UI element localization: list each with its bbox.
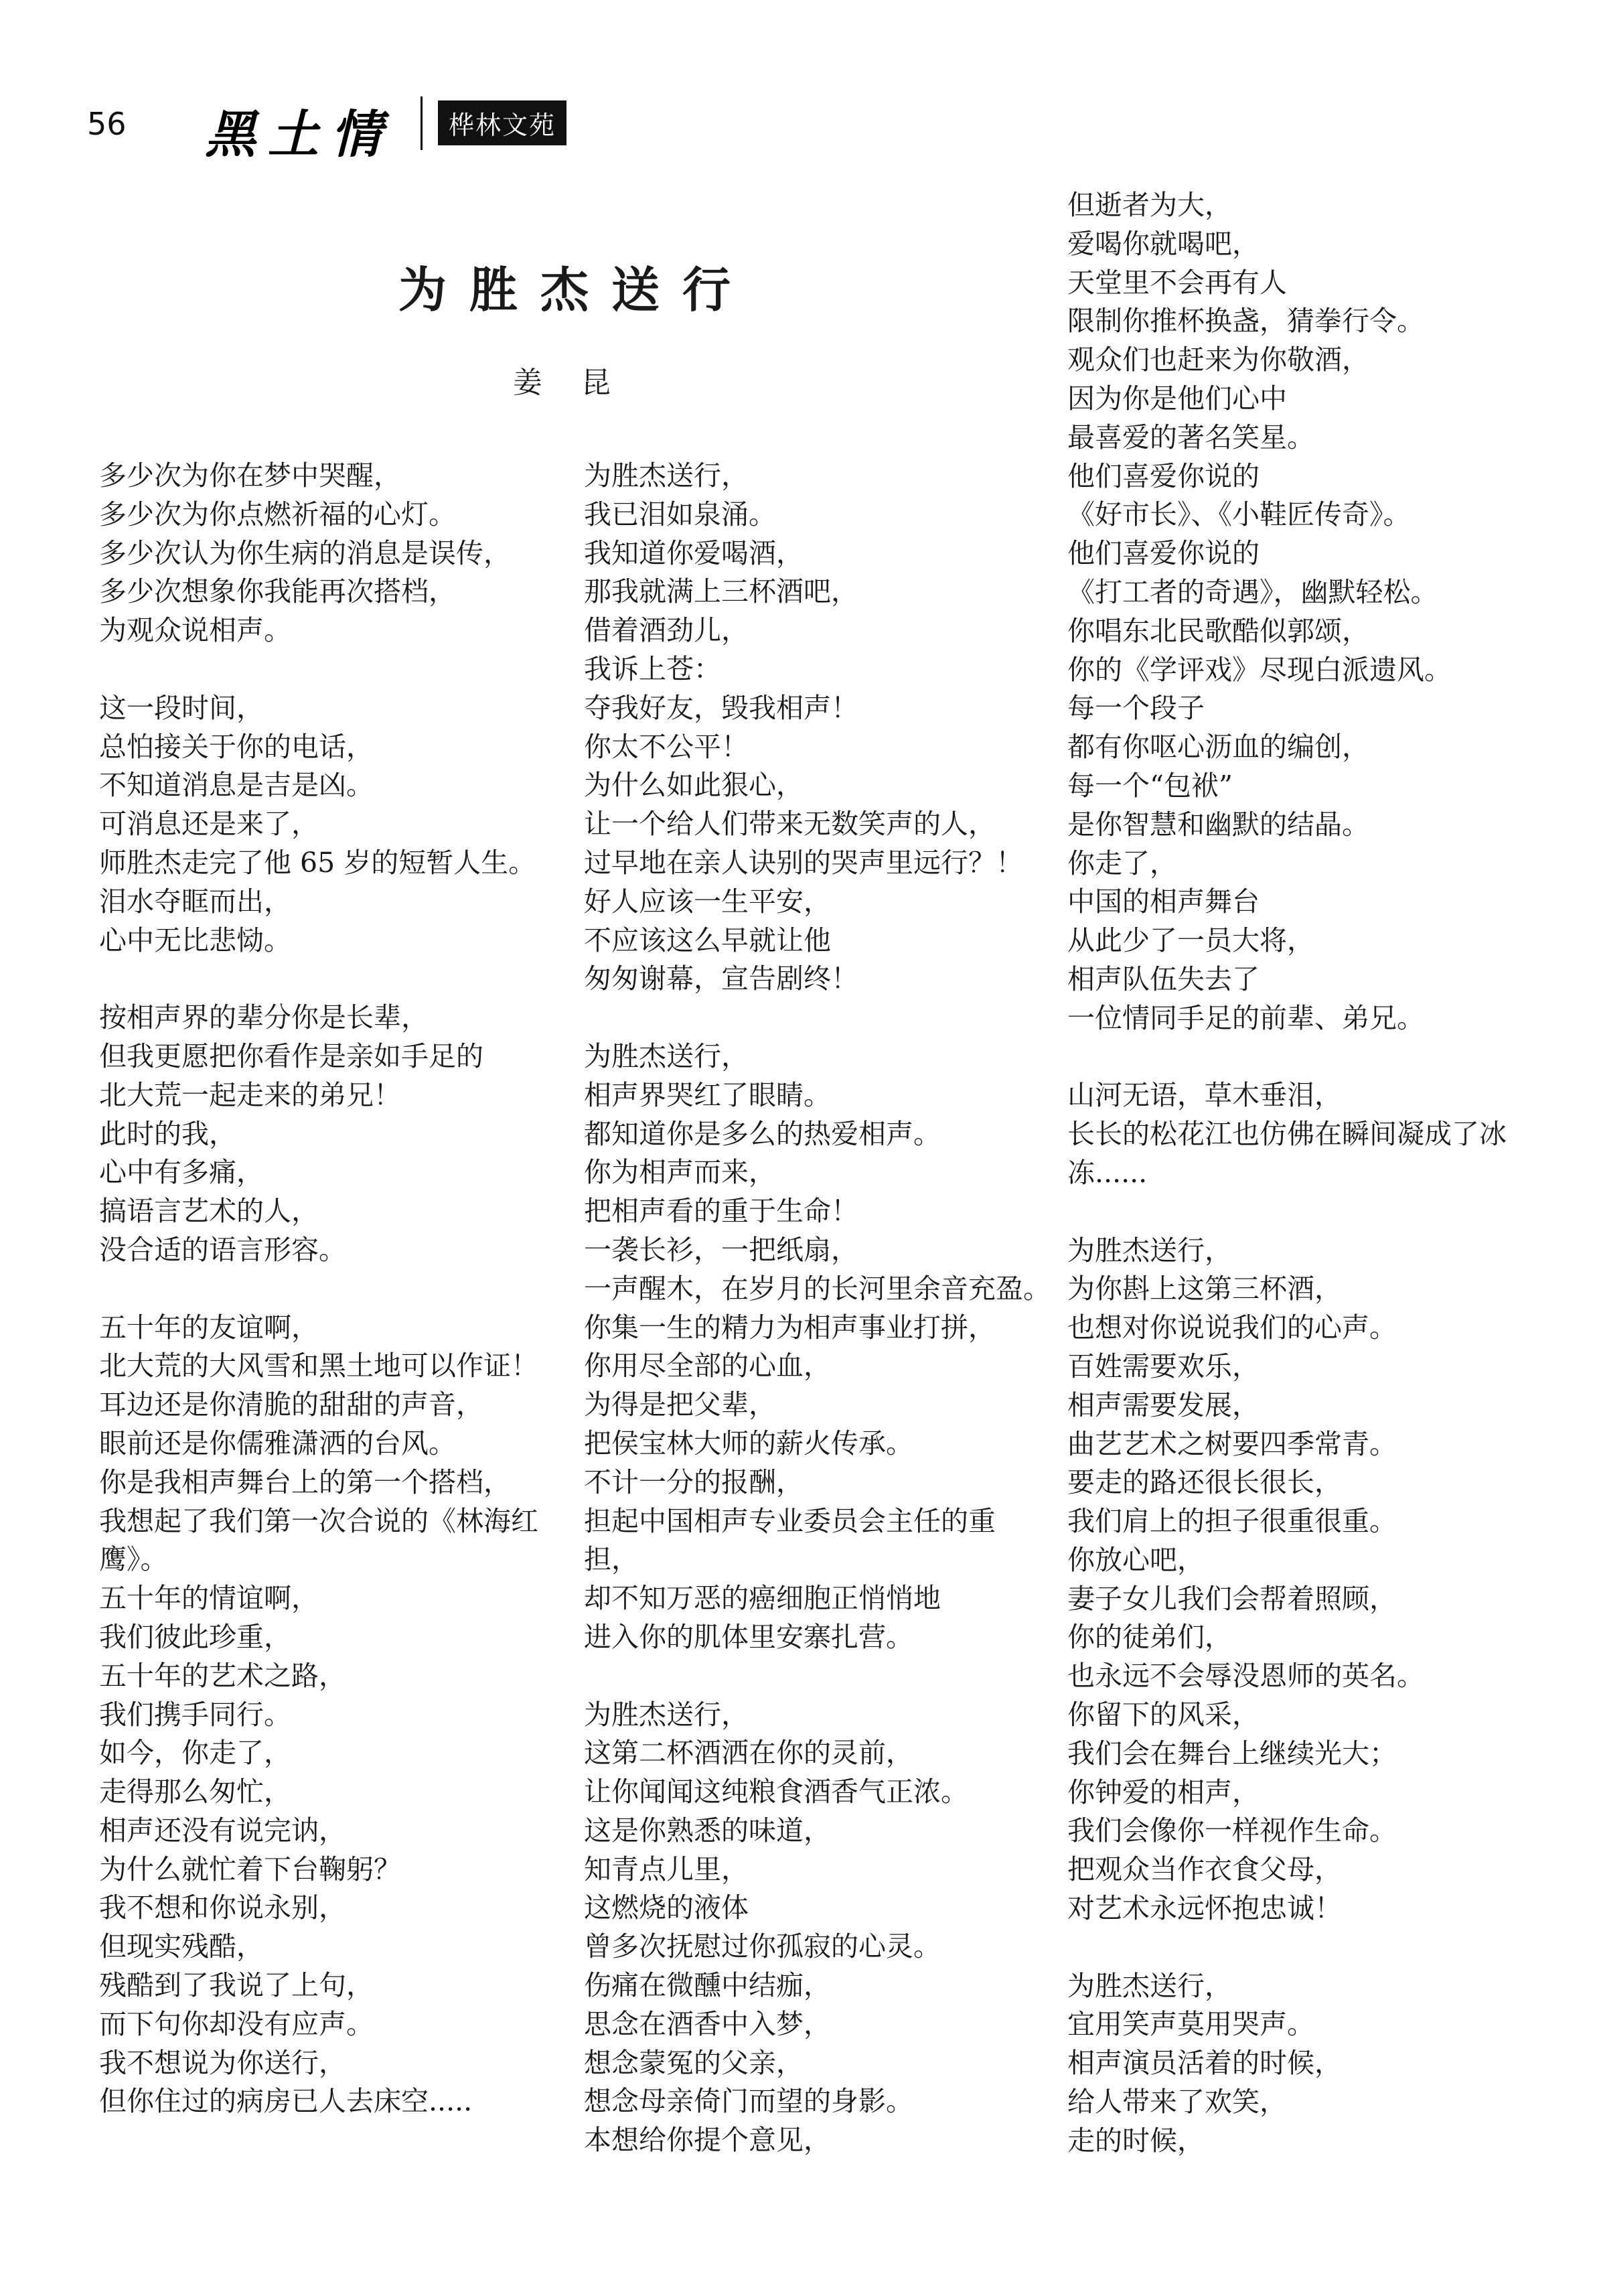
poem-line: 也永远不会辱没恩师的英名。: [1067, 1660, 1424, 1693]
poem-line: 想念蒙冤的父亲，: [584, 2046, 804, 2079]
poem-line: 每一个段子: [1067, 692, 1205, 725]
poem-line: 他们喜爱你说的: [1067, 459, 1260, 492]
stanza-break: [99, 960, 568, 999]
stanza-break: [99, 650, 568, 689]
stanza-break: [584, 999, 1053, 1037]
poem-column-2: [584, 457, 1053, 2160]
poem-line: 给人带来了欢笑，: [1067, 2086, 1287, 2119]
poem-line: 走的时候，: [1067, 2124, 1205, 2157]
poem-line: 这燃烧的液体: [584, 1891, 749, 1924]
poem-line: 这一段时间，: [99, 691, 264, 724]
poem-line: 为胜杰送行，: [584, 1039, 749, 1072]
poem-line: 山河无语，草木垂泪，: [1067, 1079, 1342, 1112]
stanza-break: [584, 1657, 1053, 1696]
poem-line: 多少次认为你生病的消息是误传，: [99, 536, 511, 569]
poem-line: 一袭长衫，一把纸扇，: [584, 1233, 858, 1266]
poem-line: 知青点儿里，: [584, 1853, 749, 1885]
poem-line: 宜用笑声莫用哭声。: [1067, 2008, 1314, 2041]
poem-line: 我诉上苍：: [584, 652, 721, 685]
poem-line: 为什么就忙着下台鞠躬？: [99, 1853, 401, 1885]
poem-line: 多少次为你在梦中哭醒，: [99, 459, 401, 492]
poem-line: 让你闻闻这纯粮食酒香气正浓。: [584, 1776, 968, 1808]
poem-line: 天堂里不会再有人: [1067, 266, 1287, 299]
poem-line: 限制你推杯换盏，猜拳行令。: [1067, 305, 1424, 338]
poem-line: 总怕接关于你的电话，: [99, 730, 374, 763]
header-divider: [421, 96, 423, 150]
poem-line: 为胜杰送行，: [584, 1698, 749, 1731]
section-tag: 桦林文苑: [438, 100, 566, 145]
poem-line: 我们携手同行。: [99, 1698, 291, 1731]
poem-line: 为得是把父辈，: [584, 1388, 776, 1421]
poem-line: 我们会在舞台上继续光大；: [1067, 1737, 1397, 1770]
poem-line: 为胜杰送行，: [584, 459, 749, 492]
poem-line: 我想起了我们第一次合说的《林海红: [99, 1504, 538, 1537]
poem-line: 他们喜爱你说的: [1067, 537, 1260, 570]
poem-line: 眼前还是你儒雅潇洒的台风。: [99, 1427, 456, 1459]
poem-line: 相声需要发展，: [1067, 1388, 1260, 1421]
poem-line: 为你斟上这第三杯酒，: [1067, 1273, 1342, 1305]
poem-line: 可消息还是来了，: [99, 808, 319, 841]
poem-line: 为观众说相声。: [99, 614, 291, 647]
poem-line: 你用尽全部的心血，: [584, 1350, 831, 1382]
poem-line: 把观众当作衣食父母，: [1067, 1853, 1342, 1886]
poem-line: 北大荒的大风雪和黑土地可以作证！: [99, 1350, 538, 1382]
poem-line: 心中有多痛，: [99, 1156, 264, 1189]
poem-line: 是你智慧和幽默的结晶。: [1067, 808, 1369, 841]
poem-line: 冻......: [1067, 1156, 1148, 1189]
poem-line: 对艺术永远怀抱忠诚！: [1067, 1892, 1342, 1925]
poem-line: 借着酒劲儿，: [584, 614, 749, 647]
poem-line: 《打工者的奇遇》，幽默轻松。: [1067, 575, 1438, 608]
poem-line: 但逝者为大，: [1067, 189, 1232, 221]
poem-column-1: [99, 457, 568, 2121]
poem-line: 但现实残酷，: [99, 1930, 264, 1963]
poem-line: 泪水夺眶而出，: [99, 885, 291, 918]
poem-line: 担，: [584, 1543, 639, 1576]
poem-line: 相声队伍失去了: [1067, 962, 1260, 995]
poem-line: 中国的相声舞台: [1067, 885, 1260, 918]
article-title: 为胜杰送行: [398, 262, 753, 318]
poem-line: 没合适的语言形容。: [99, 1233, 346, 1266]
poem-line: 多少次为你点燃祈福的心灯。: [99, 498, 456, 530]
poem-line: 相声还没有说完讷，: [99, 1814, 346, 1847]
poem-line: 曾多次抚慰过你孤寂的心灵。: [584, 1930, 941, 1963]
poem-line: 走得那么匆忙，: [99, 1776, 291, 1808]
poem-line: 你的《学评戏》尽现白派遗风。: [1067, 653, 1452, 686]
poem-line: 从此少了一员大将，: [1067, 924, 1314, 957]
poem-line: 为胜杰送行，: [1067, 1969, 1232, 2002]
poem-line: 你唱东北民歌酷似郭颂，: [1067, 614, 1369, 647]
poem-line: 也想对你说说我们的心声。: [1067, 1311, 1397, 1344]
poem-line: 五十年的情谊啊，: [99, 1582, 319, 1615]
poem-line: 长长的松花江也仿佛在瞬间凝成了冰: [1067, 1118, 1507, 1151]
poem-line: 让一个给人们带来无数笑声的人，: [584, 808, 996, 841]
poem-line: 我们肩上的担子很重很重。: [1067, 1505, 1397, 1538]
poem-line: 那我就满上三杯酒吧，: [584, 575, 858, 608]
stanza-break: [99, 1270, 568, 1309]
poem-line: 这第二杯酒洒在你的灵前，: [584, 1737, 913, 1770]
article-author: 姜 昆: [513, 366, 625, 400]
magazine-title: 黑土情: [205, 104, 394, 164]
page-header: [87, 94, 623, 164]
poem-line: 相声演员活着的时候，: [1067, 2047, 1342, 2080]
poem-line: 一位情同手足的前辈、弟兄。: [1067, 1001, 1424, 1034]
poem-line: 曲艺艺术之树要四季常青。: [1067, 1427, 1397, 1460]
poem-line: 妻子女儿我们会帮着照顾，: [1067, 1582, 1397, 1615]
poem-line: 都知道你是多么的热爱相声。: [584, 1117, 941, 1150]
poem-line: 思念在酒香中入梦，: [584, 2007, 831, 2040]
poem-line: 百姓需要欢乐，: [1067, 1350, 1260, 1382]
poem-line: 一声醒木，在岁月的长河里余音充盈。: [584, 1272, 1051, 1305]
poem-line: 因为你是他们心中: [1067, 382, 1287, 415]
poem-line: 为胜杰送行，: [1067, 1234, 1232, 1267]
poem-line: 为什么如此狠心，: [584, 769, 804, 802]
poem-line: 你留下的风采，: [1067, 1699, 1260, 1731]
page-number: 56: [87, 106, 127, 142]
poem-line: 匆匆谢幕，宣告剧终！: [584, 962, 858, 995]
poem-line: 爱喝你就喝吧，: [1067, 227, 1260, 260]
stanza-break: [1067, 1038, 1536, 1077]
poem-line: 我们彼此珍重，: [99, 1620, 291, 1653]
poem-line: 我知道你爱喝酒，: [584, 536, 804, 569]
poem-line: 夺我好友，毁我相声！: [584, 691, 858, 724]
poem-line: 把相声看的重于生命！: [584, 1195, 858, 1228]
poem-line: 按相声界的辈分你是长辈，: [99, 1001, 429, 1034]
poem-line: 担起中国相声专业委员会主任的重: [584, 1504, 996, 1537]
poem-line: 每一个“包袱”: [1067, 769, 1233, 802]
stanza-break: [1067, 1928, 1536, 1967]
poem-line: 要走的路还很长很长，: [1067, 1466, 1342, 1499]
poem-line: 师胜杰走完了他 65 岁的短暂人生。: [99, 846, 536, 879]
poem-line: 我已泪如泉涌。: [584, 498, 776, 530]
poem-line: 此时的我，: [99, 1117, 236, 1150]
poem-line: 北大荒一起走来的弟兄！: [99, 1078, 401, 1111]
poem-line: 本想给你提个意见，: [584, 2124, 831, 2157]
poem-line: 进入你的肌体里安寨扎营。: [584, 1620, 913, 1653]
poem-line: 《好市长》、《小鞋匠传奇》。: [1067, 498, 1411, 531]
poem-line: 不知道消息是吉是凶。: [99, 769, 374, 802]
poem-line: 好人应该一生平安，: [584, 885, 831, 918]
poem-line: 不应该这么早就让他: [584, 924, 831, 956]
poem-line: 你集一生的精力为相声事业打拼，: [584, 1311, 996, 1344]
poem-line: 五十年的友谊啊，: [99, 1311, 319, 1344]
poem-line: 但你住过的病房已人去床空.....: [99, 2085, 473, 2118]
poem-line: 我们会像你一样视作生命。: [1067, 1814, 1397, 1847]
poem-column-3: [1067, 186, 1536, 2161]
poem-line: 把侯宝林大师的薪火传承。: [584, 1427, 913, 1459]
poem-line: 心中无比悲恸。: [99, 924, 291, 956]
poem-line: 你钟爱的相声，: [1067, 1776, 1260, 1808]
poem-line: 我不想说为你送行，: [99, 2046, 346, 2079]
poem-line: 过早地在亲人诀别的哭声里远行？！: [584, 846, 1023, 879]
poem-line: 你是我相声舞台上的第一个搭档，: [99, 1465, 511, 1498]
poem-line: 搞语言艺术的人，: [99, 1195, 319, 1228]
poem-line: 你太不公平！: [584, 730, 749, 763]
poem-line: 你走了，: [1067, 847, 1177, 879]
poem-line: 不计一分的报酬，: [584, 1465, 804, 1498]
poem-line: 我不想和你说永别，: [99, 1891, 346, 1924]
poem-line: 最喜爱的著名笑星。: [1067, 421, 1314, 453]
stanza-break: [1067, 1193, 1536, 1232]
poem-line: 相声界哭红了眼睛。: [584, 1078, 831, 1111]
poem-line: 耳边还是你清脆的甜甜的声音，: [99, 1388, 483, 1421]
poem-line: 而下句你却没有应声。: [99, 2007, 374, 2040]
poem-line: 但我更愿把你看作是亲如手足的: [99, 1039, 483, 1072]
poem-line: 这是你熟悉的味道，: [584, 1814, 831, 1847]
poem-line: 观众们也赶来为你敬酒，: [1067, 344, 1369, 376]
poem-line: 伤痛在微醺中结痂，: [584, 1969, 831, 2002]
poem-line: 都有你呕心沥血的编创，: [1067, 731, 1369, 764]
poem-line: 想念母亲倚门而望的身影。: [584, 2085, 913, 2118]
poem-line: 却不知万恶的癌细胞正悄悄地: [584, 1582, 941, 1615]
poem-line: 残酷到了我说了上句，: [99, 1969, 374, 2002]
poem-line: 多少次想象你我能再次搭档，: [99, 575, 456, 608]
poem-line: 你为相声而来，: [584, 1156, 776, 1189]
poem-line: 鹰》。: [99, 1543, 168, 1576]
poem-line: 五十年的艺术之路，: [99, 1659, 346, 1692]
poem-line: 你的徒弟们，: [1067, 1621, 1232, 1654]
poem-line: 你放心吧，: [1067, 1543, 1205, 1576]
poem-line: 如今，你走了，: [99, 1737, 291, 1770]
